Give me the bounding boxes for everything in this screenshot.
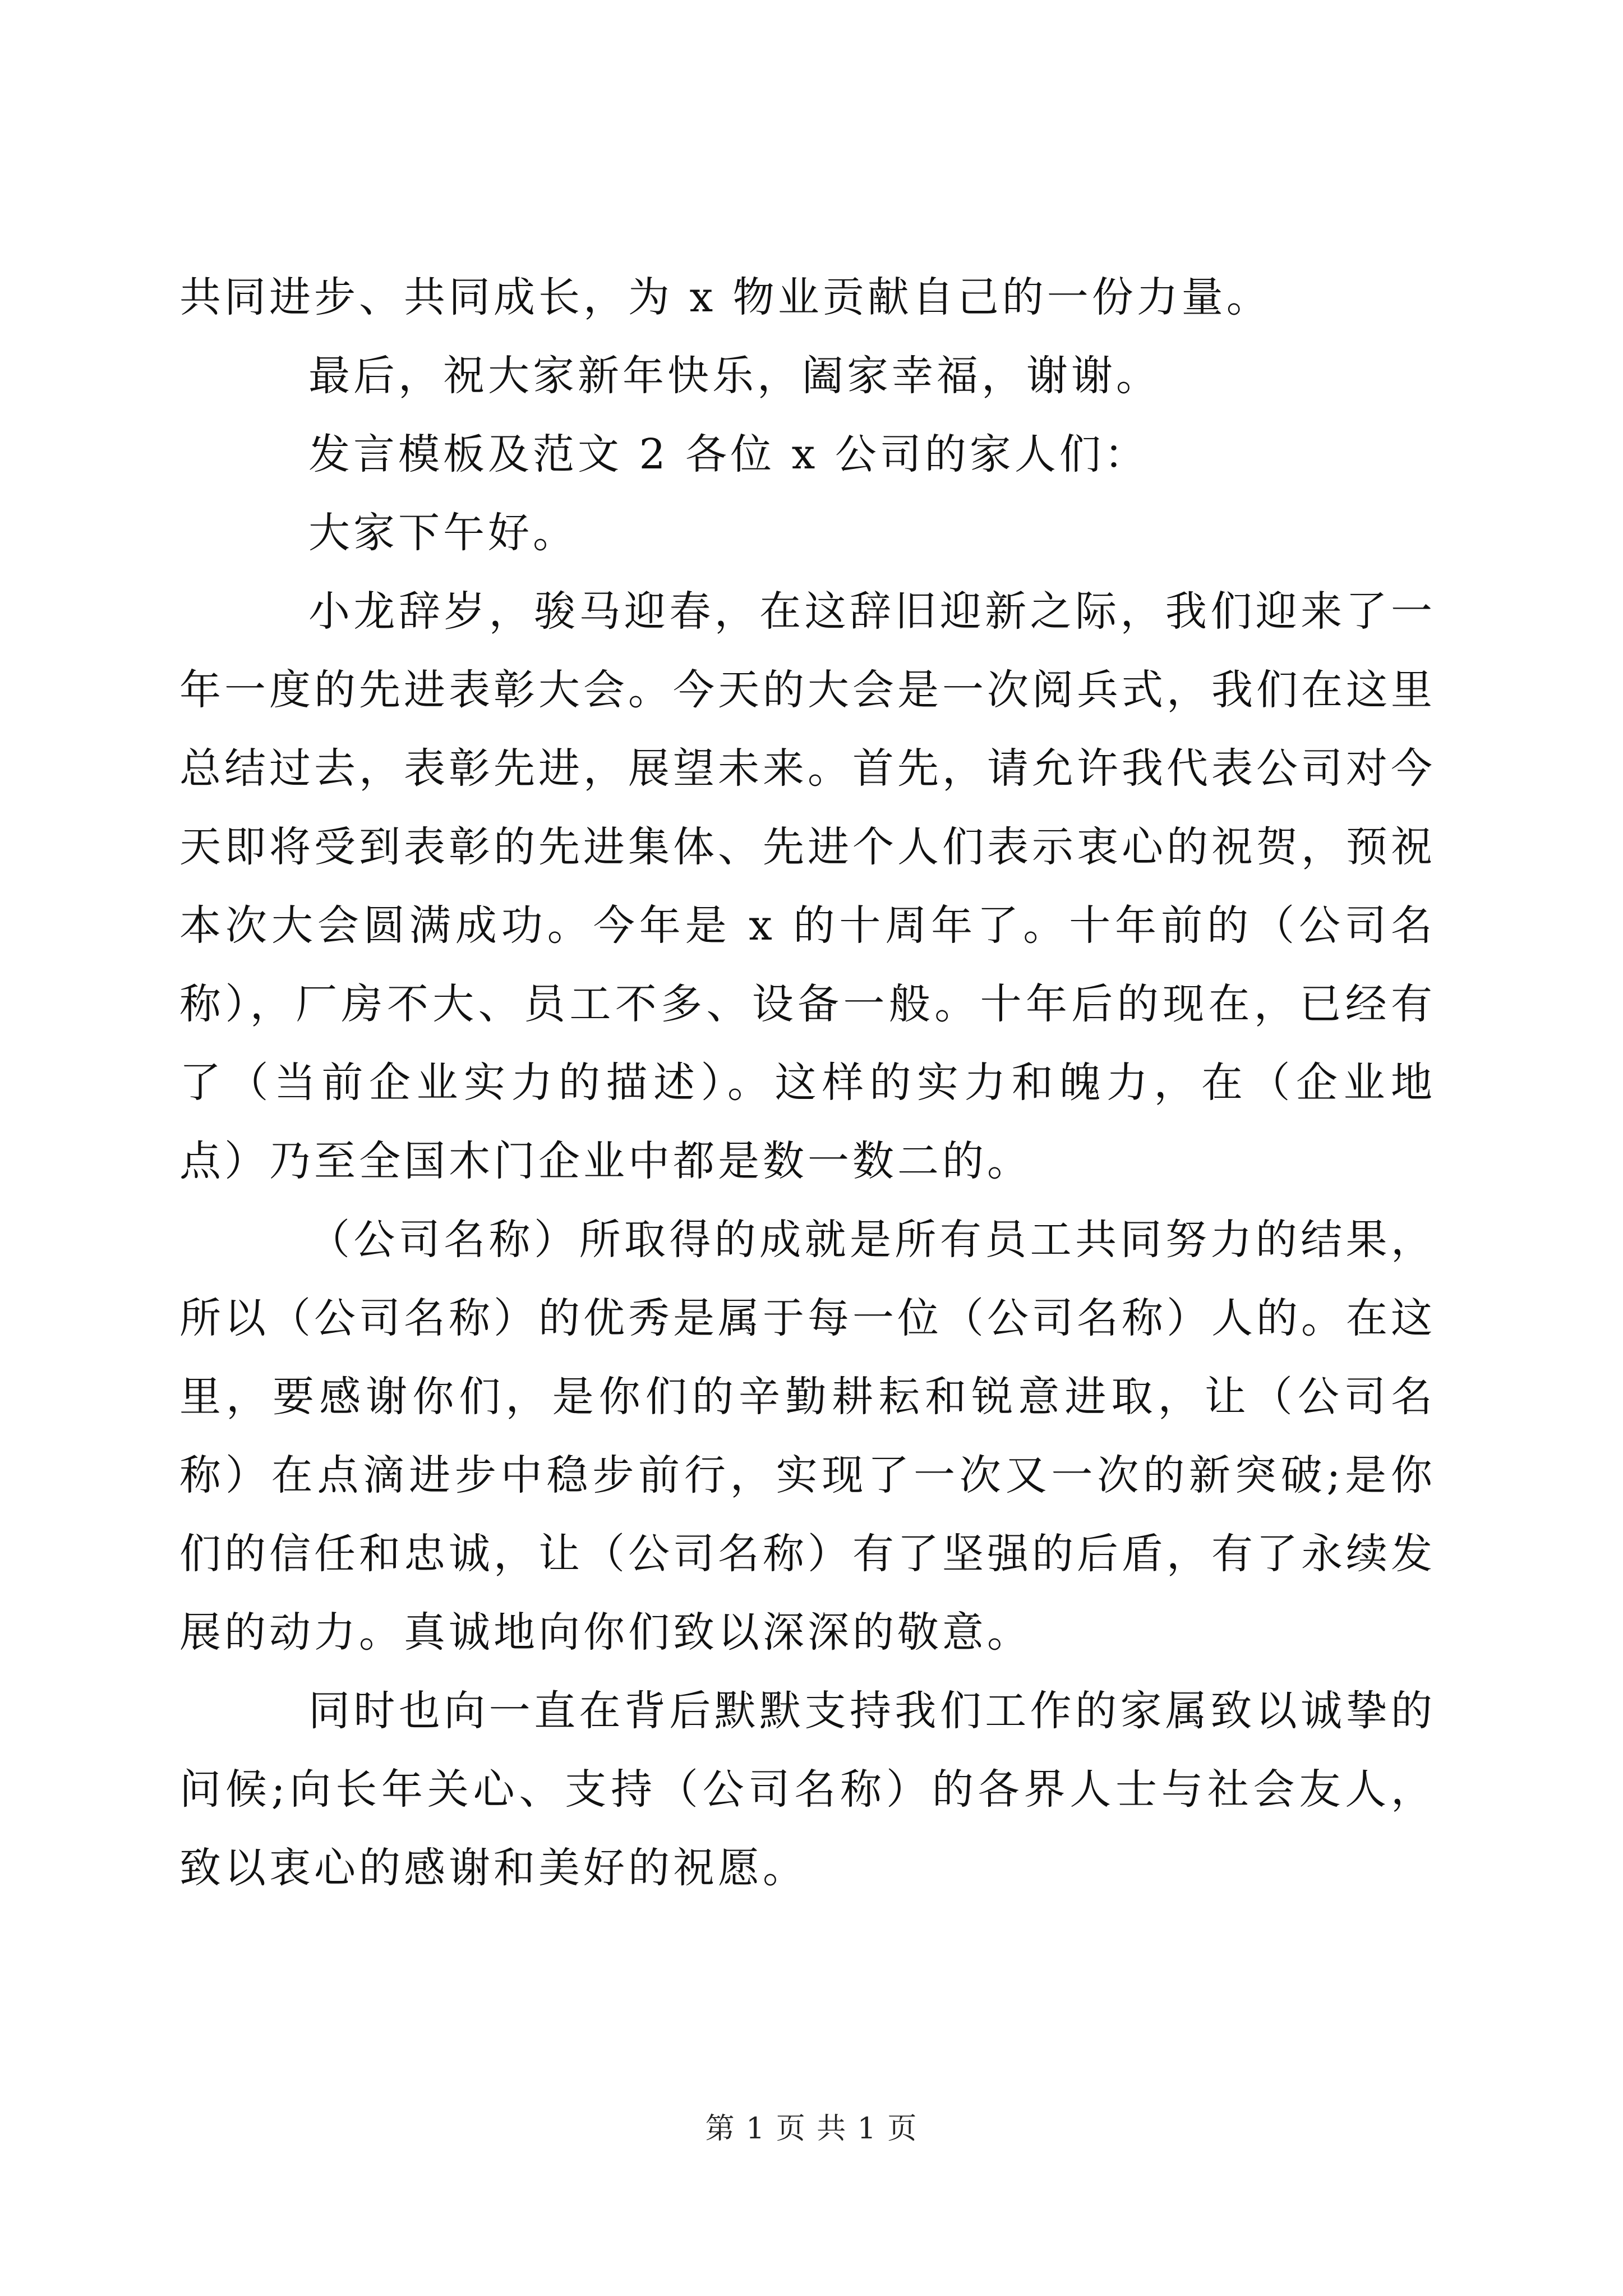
paragraph-opening: 小龙辞岁，骏马迎春，在这辞旧迎新之际，我们迎来了一年一度的先进表彰大会。今天的大会是一次阅兵式，我们在这里总结过去，表彰先进，展望未来。首先，请允许我代表公司对今天即将受到表彰的先进集体、先进个人们表示衷心的祝贺，预祝本次大会圆满成功。今年是 x 的十周年了。十年前的（公司名称），厂房不大、员工不多、设备一般。十年后的现在，已经有了（当前企业实力的描述）。这样的实力和魄力，在（企业地点）乃至全国木门企业中都是数一数二的。 <box>179 587 1436 1185</box>
paragraph-template-heading: 发言模板及范文 2 各位 x 公司的家人们： <box>308 430 1149 478</box>
page-number-footer: 第 1 页 共 1 页 <box>705 2112 918 2146</box>
paragraph-thanks-families: 同时也向一直在背后默默支持我们工作的家属致以诚挚的问候;向长年关心、支持（公司名称）的各界人士与社会友人，致以衷心的感谢和美好的祝愿。 <box>179 1687 1436 1892</box>
document-body <box>179 258 1436 1907</box>
paragraph-achievements: （公司名称）所取得的成就是所有员工共同努力的结果，所以（公司名称）的优秀是属于每一位（公司名称）人的。在这里，要感谢你们，是你们的辛勤耕耘和锐意进取，让（公司名称）在点滴进步中稳步前行，实现了一次又一次的新突破;是你们的信任和忠诚，让（公司名称）有了坚强的后盾，有了永续发展的动力。真诚地向你们致以深深的敬意。 <box>179 1216 1436 1657</box>
paragraph-closing-wishes: 最后，祝大家新年快乐，阖家幸福，谢谢。 <box>308 352 1161 400</box>
paragraph-greeting: 大家下午好。 <box>308 509 578 557</box>
paragraph-continuation: 共同进步、共同成长，为 x 物业贡献自己的一份力量。 <box>179 273 1271 321</box>
